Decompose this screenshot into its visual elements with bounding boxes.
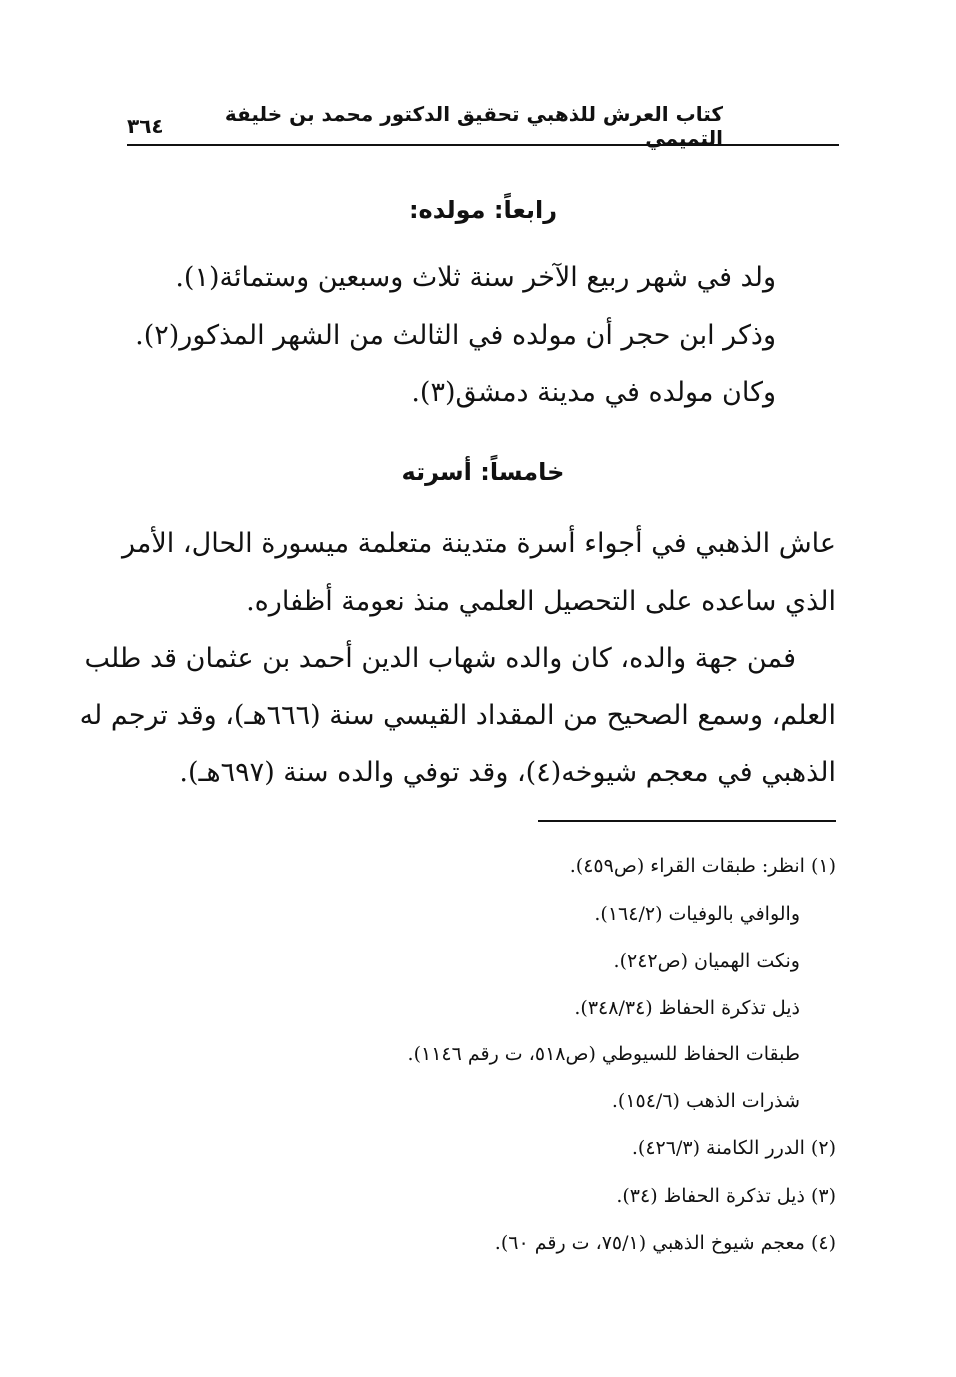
- footnote-line: (٣) ذيل تذكرة الحفاظ (٣٤).: [616, 1185, 836, 1207]
- section-heading-birth: رابعاً: مولده:: [408, 196, 558, 224]
- footnote-line: والوافي بالوفيات (١٦٤/٢).: [594, 903, 800, 925]
- birth-line-3: وكان مولده في مدينة دمشق(٣).: [411, 377, 776, 408]
- birth-line-2: وذكر ابن حجر أن مولده في الثالث من الشهر المذكور(٢).: [135, 320, 776, 351]
- family-para1-line-2: الذي ساعده على التحصيل العلمي منذ نعومة أظفاره.: [246, 586, 836, 617]
- page-header: [127, 102, 839, 150]
- footnote-line: (١) انظر: طبقات القراء (ص٤٥٩).: [569, 855, 836, 877]
- footnote-line: ذيل تذكرة الحفاظ (٣٤٨/٣٤).: [574, 997, 800, 1019]
- family-para1-line-1: عاش الذهبي في أجواء أسرة متدينة متعلمة ميسورة الحال، الأمر: [122, 528, 836, 559]
- birth-line-1: ولد في شهر ربيع الآخر سنة ثلاث وسبعين وستمائة(١).: [175, 262, 776, 293]
- family-para2-line-2: العلم، وسمع الصحيح من المقداد القيسي سنة (٦٦٦هـ)، وقد ترجم له: [79, 700, 836, 731]
- footnote-line: (٤) معجم شيوخ الذهبي (٧٥/١، ت رقم ٦٠).: [494, 1232, 836, 1254]
- family-para2-line-3: الذهبي في معجم شيوخه(٤)، وقد توفي والده سنة (٦٩٧هـ).: [179, 757, 836, 788]
- running-title: كتاب العرش للذهبي تحقيق الدكتور محمد بن خليفة التميمي: [224, 102, 723, 150]
- section-heading-family: خامساً: أسرته: [401, 458, 565, 486]
- footnote-line: طبقات الحفاظ للسيوطي (ص٥١٨، ت رقم ١١٤٦).: [407, 1043, 800, 1065]
- family-para2-line-1: فمن جهة والده، كان والده شهاب الدين أحمد بن عثمان قد طلب: [84, 643, 796, 674]
- footnote-divider: [538, 820, 836, 822]
- footnote-line: ونكت الهميان (ص٢٤٢).: [613, 950, 800, 972]
- footnote-line: شذرات الذهب (١٥٤/٦).: [611, 1090, 800, 1112]
- page-number: ٣٦٤: [127, 114, 164, 138]
- footnote-line: (٢) الدرر الكامنة (٤٢٦/٣).: [631, 1137, 836, 1159]
